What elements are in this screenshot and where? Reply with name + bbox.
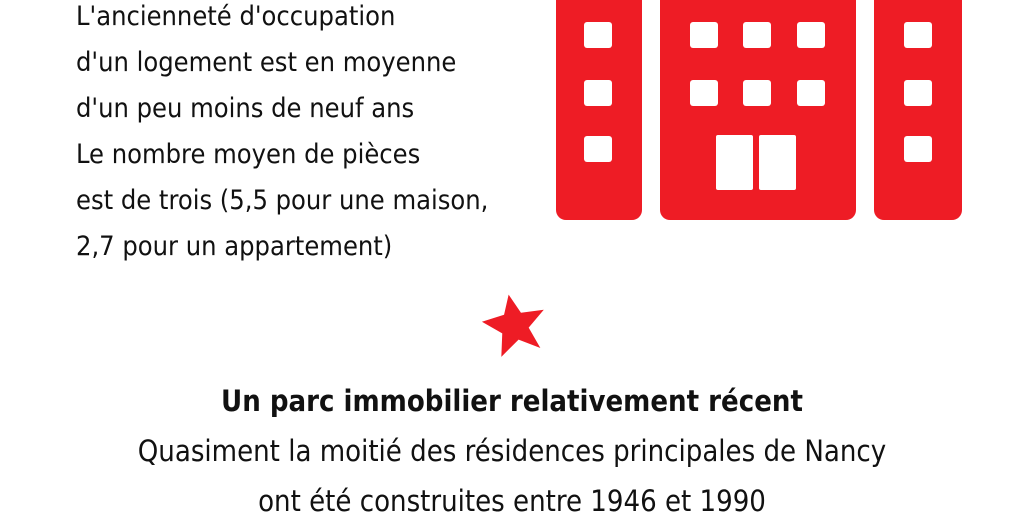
building-icon: [556, 0, 962, 220]
section-line-2: ont été construites entre 1946 et 1990: [258, 484, 766, 512]
intro-line-4: Le nombre moyen de pièces: [76, 139, 421, 170]
intro-line-2: d'un logement est en moyenne: [76, 47, 457, 78]
star-icon: [480, 290, 550, 360]
intro-line-6: 2,7 pour un appartement): [76, 231, 393, 262]
section-line-1: Quasiment la moitié des résidences principales de Nancy: [137, 434, 887, 468]
intro-line-5: est de trois (5,5 pour une maison,: [76, 185, 489, 216]
housing-stats-text: [76, 0, 556, 270]
housing-age-section: [0, 376, 1024, 512]
intro-line-1: L'ancienneté d'occupation: [76, 1, 396, 32]
intro-line-3: d'un peu moins de neuf ans: [76, 93, 415, 124]
section-heading: Un parc immobilier relativement récent: [221, 384, 803, 418]
